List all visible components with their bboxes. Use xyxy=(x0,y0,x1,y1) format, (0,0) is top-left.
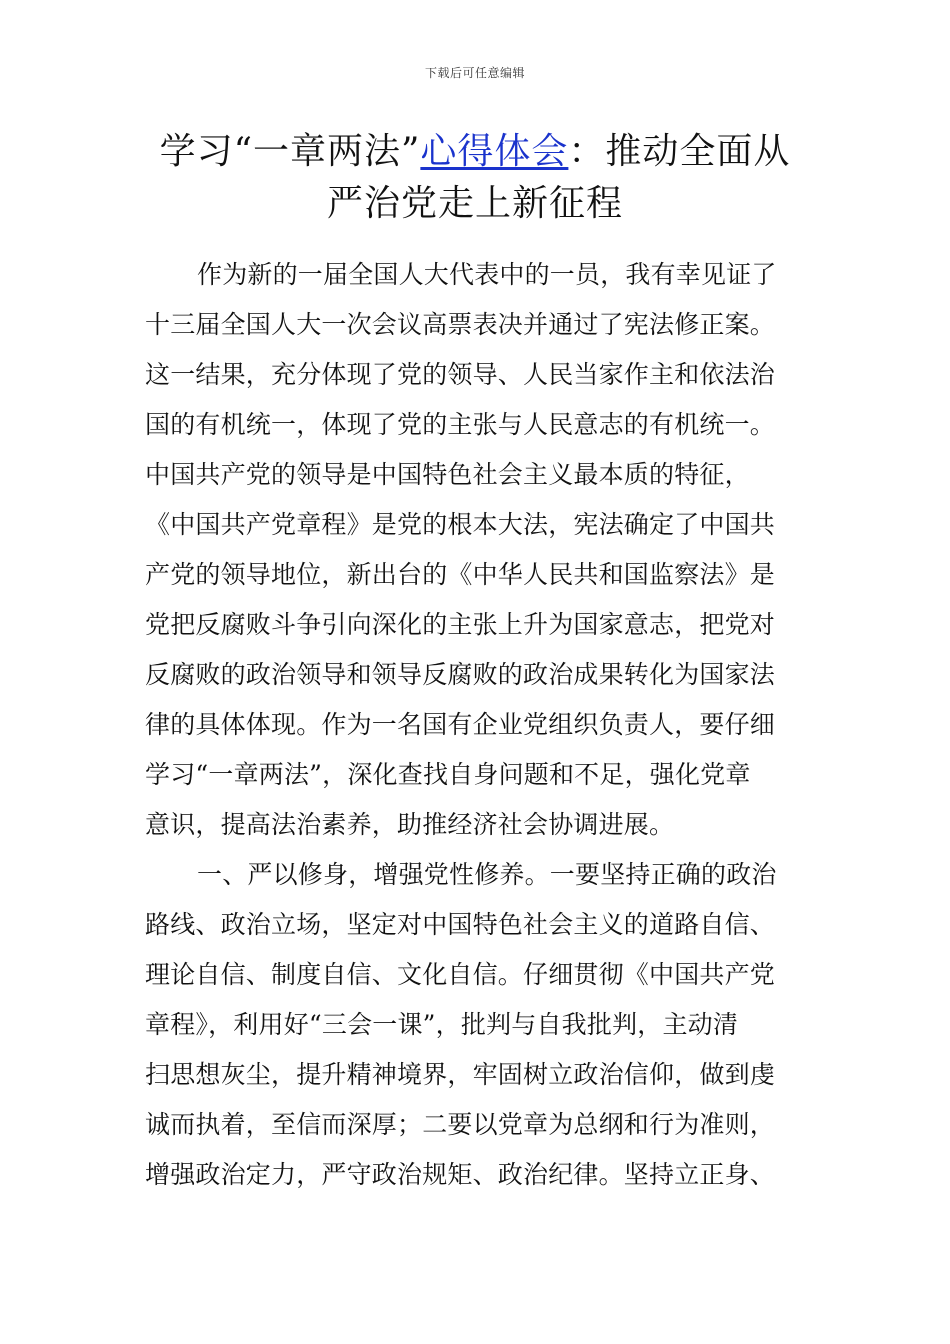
paragraph-line: 章程》，利用好“三会一课”，批判与自我批判，主动清 xyxy=(145,1010,739,1039)
paragraph-line: 党把反腐败斗争引向深化的主张上升为国家意志，把党对 xyxy=(145,610,776,639)
paragraph-line: 诚而执着，至信而深厚；二要以党章为总纲和行为准则， xyxy=(145,1110,776,1139)
paragraph-line: 一、严以修身，增强党性修养。一要坚持正确的政治 xyxy=(197,860,777,889)
document-title xyxy=(120,126,830,230)
paragraph-line: 这一结果，充分体现了党的领导、人民当家作主和依法治 xyxy=(145,360,776,389)
paragraph-line: 产党的领导地位，新出台的《中华人民共和国监察法》是 xyxy=(145,560,776,589)
title-part-2: ：推动全面从 xyxy=(568,131,791,172)
paragraph-line: 十三届全国人大一次会议高票表决并通过了宪法修正案。 xyxy=(145,310,776,339)
paragraph-line: 意识，提高法治素养，助推经济社会协调进展。 xyxy=(145,810,675,839)
title-line-2: 严治党走上新征程 xyxy=(326,183,623,224)
page-header-note: 下载后可任意编辑 xyxy=(424,66,525,80)
paragraph-2 xyxy=(145,850,809,1200)
paragraph-line: 作为新的一届全国人大代表中的一员，我有幸见证了 xyxy=(197,260,777,289)
title-part-1: 学习“一章两法” xyxy=(159,131,421,172)
paragraph-line: 《中国共产党章程》是党的根本大法，宪法确定了中国共 xyxy=(145,510,776,539)
paragraph-line: 扫思想灰尘，提升精神境界，牢固树立政治信仰，做到虔 xyxy=(145,1060,776,1089)
paragraph-line: 学习“一章两法”，深化查找自身问题和不足，强化党章 xyxy=(145,760,751,789)
paragraph-line: 国的有机统一，体现了党的主张与人民意志的有机统一。 xyxy=(145,410,776,439)
paragraph-line: 中国共产党的领导是中国特色社会主义最本质的特征， xyxy=(145,460,750,489)
paragraph-line: 路线、政治立场，坚定对中国特色社会主义的道路自信、 xyxy=(145,910,776,939)
paragraph-line: 反腐败的政治领导和领导反腐败的政治成果转化为国家法 xyxy=(145,660,776,689)
document-body xyxy=(145,250,809,1200)
paragraph-line: 增强政治定力，严守政治规矩、政治纪律。坚持立正身、 xyxy=(145,1160,776,1189)
paragraph-1 xyxy=(145,250,809,850)
paragraph-line: 理论自信、制度自信、文化自信。仔细贯彻《中国共产党 xyxy=(145,960,776,989)
title-link[interactable]: 心得体会 xyxy=(420,131,569,172)
paragraph-line: 律的具体体现。作为一名国有企业党组织负责人，要仔细 xyxy=(145,710,776,739)
